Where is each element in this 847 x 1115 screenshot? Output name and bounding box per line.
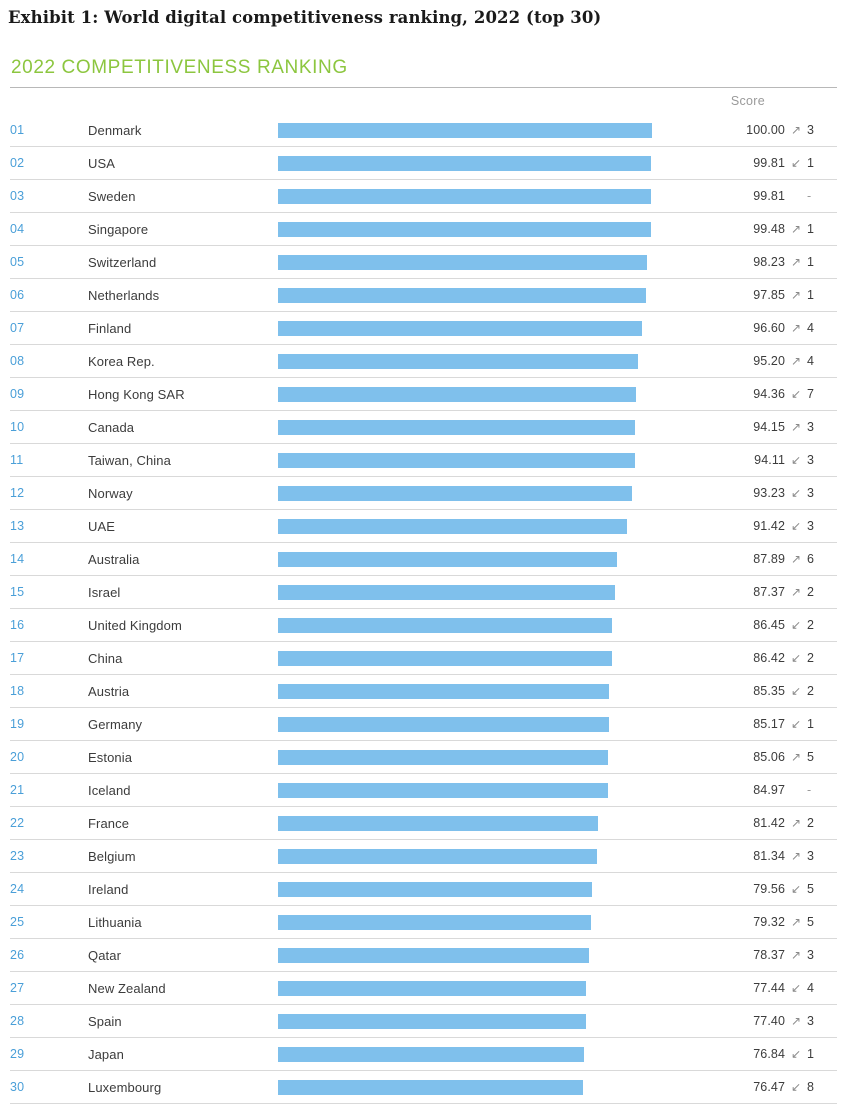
rank-number: 25 (10, 906, 88, 939)
rank-change-value: - (807, 774, 837, 807)
country-name: Belgium (88, 840, 278, 873)
rank-number: 04 (10, 213, 88, 246)
score-bar-cell (278, 114, 723, 147)
table-row (10, 906, 837, 939)
score-bar-track (278, 345, 723, 377)
rank-number: 06 (10, 279, 88, 312)
score-value: 98.23 (723, 246, 785, 279)
table-row (10, 411, 837, 444)
table-row (10, 1071, 837, 1104)
score-bar-track (278, 477, 723, 509)
score-bar-track (278, 147, 723, 179)
rank-number: 01 (10, 114, 88, 147)
score-value: 86.42 (723, 642, 785, 675)
trend-down-icon: ↙ (785, 675, 807, 708)
trend-up-icon: ↗ (785, 807, 807, 840)
trend-down-icon: ↙ (785, 147, 807, 180)
score-bar (278, 387, 636, 402)
country-name: Norway (88, 477, 278, 510)
trend-down-icon: ↙ (785, 444, 807, 477)
country-name: Israel (88, 576, 278, 609)
score-bar-cell (278, 543, 723, 576)
trend-down-icon: ↙ (785, 642, 807, 675)
country-name: Ireland (88, 873, 278, 906)
country-name: Iceland (88, 774, 278, 807)
country-name: Germany (88, 708, 278, 741)
score-value: 94.36 (723, 378, 785, 411)
score-bar-cell (278, 378, 723, 411)
chart-title: 2022 COMPETITIVENESS RANKING (11, 57, 348, 78)
country-name: New Zealand (88, 972, 278, 1005)
trend-up-icon: ↗ (785, 279, 807, 312)
trend-up-icon: ↗ (785, 114, 807, 147)
rank-change-value: 1 (807, 1038, 837, 1071)
rank-change-value: 3 (807, 510, 837, 543)
score-value: 96.60 (723, 312, 785, 345)
table-row (10, 609, 837, 642)
rank-number: 03 (10, 180, 88, 213)
rank-change-value: 3 (807, 939, 837, 972)
trend-down-icon: ↙ (785, 510, 807, 543)
score-value: 76.47 (723, 1071, 785, 1104)
score-bar-cell (278, 708, 723, 741)
score-bar (278, 684, 609, 699)
trend-up-icon: ↗ (785, 312, 807, 345)
table-row (10, 246, 837, 279)
rank-change-value: 4 (807, 345, 837, 378)
score-value: 99.81 (723, 147, 785, 180)
rank-change-value: 5 (807, 741, 837, 774)
rank-change-value: - (807, 180, 837, 213)
table-row (10, 180, 837, 213)
score-bar (278, 618, 612, 633)
country-name: Singapore (88, 213, 278, 246)
trend-up-icon: ↗ (785, 939, 807, 972)
trend-up-icon: ↗ (785, 576, 807, 609)
score-bar (278, 948, 589, 963)
trend-down-icon: ↙ (785, 1071, 807, 1104)
score-bar-track (278, 1071, 723, 1103)
rank-change-value: 3 (807, 114, 837, 147)
score-bar (278, 783, 608, 798)
score-bar-cell (278, 972, 723, 1005)
score-value: 94.15 (723, 411, 785, 444)
rank-change-value: 5 (807, 873, 837, 906)
score-value: 85.35 (723, 675, 785, 708)
score-bar-track (278, 279, 723, 311)
rank-number: 24 (10, 873, 88, 906)
table-row (10, 510, 837, 543)
score-bar-track (278, 543, 723, 575)
rank-change-value: 1 (807, 279, 837, 312)
score-bar (278, 519, 627, 534)
rank-change-value: 2 (807, 609, 837, 642)
score-bar (278, 552, 617, 567)
score-value: 95.20 (723, 345, 785, 378)
rank-number: 11 (10, 444, 88, 477)
country-name: Sweden (88, 180, 278, 213)
rank-change-value: 3 (807, 444, 837, 477)
rank-change-value: 2 (807, 675, 837, 708)
trend-down-icon: ↙ (785, 972, 807, 1005)
score-value: 85.06 (723, 741, 785, 774)
rank-change-value: 6 (807, 543, 837, 576)
table-row (10, 972, 837, 1005)
table-row (10, 939, 837, 972)
score-bar (278, 1080, 583, 1095)
score-bar-cell (278, 246, 723, 279)
score-bar-cell (278, 510, 723, 543)
rank-number: 17 (10, 642, 88, 675)
score-bar-track (278, 807, 723, 839)
rank-change-value: 3 (807, 477, 837, 510)
score-value: 85.17 (723, 708, 785, 741)
chart-header (0, 57, 847, 114)
table-row (10, 576, 837, 609)
score-bar-track (278, 609, 723, 641)
score-value: 97.85 (723, 279, 785, 312)
score-value: 79.56 (723, 873, 785, 906)
country-name: Netherlands (88, 279, 278, 312)
table-row (10, 642, 837, 675)
rank-number: 30 (10, 1071, 88, 1104)
score-bar (278, 849, 597, 864)
score-bar-cell (278, 411, 723, 444)
table-row (10, 774, 837, 807)
table-row (10, 279, 837, 312)
score-value: 79.32 (723, 906, 785, 939)
country-name: Spain (88, 1005, 278, 1038)
score-value: 77.44 (723, 972, 785, 1005)
score-value: 86.45 (723, 609, 785, 642)
ranking-table-region (0, 114, 847, 1104)
score-bar-track (278, 741, 723, 773)
rank-change-value: 3 (807, 411, 837, 444)
rank-number: 14 (10, 543, 88, 576)
country-name: Taiwan, China (88, 444, 278, 477)
rank-number: 08 (10, 345, 88, 378)
rank-number: 21 (10, 774, 88, 807)
score-bar (278, 288, 646, 303)
rank-number: 13 (10, 510, 88, 543)
rank-number: 20 (10, 741, 88, 774)
trend-up-icon: ↗ (785, 543, 807, 576)
score-bar-cell (278, 840, 723, 873)
score-bar (278, 1047, 584, 1062)
rank-number: 09 (10, 378, 88, 411)
rank-number: 22 (10, 807, 88, 840)
trend-none-icon (785, 180, 807, 213)
rank-number: 23 (10, 840, 88, 873)
trend-down-icon: ↙ (785, 378, 807, 411)
score-bar-track (278, 213, 723, 245)
trend-none-icon (785, 774, 807, 807)
country-name: Luxembourg (88, 1071, 278, 1104)
rank-change-value: 2 (807, 807, 837, 840)
score-value: 87.89 (723, 543, 785, 576)
rank-change-value: 4 (807, 312, 837, 345)
score-bar (278, 453, 635, 468)
exhibit-title: Exhibit 1: World digital competitiveness ranking, 2022 (top 30) (8, 8, 602, 27)
score-bar-track (278, 510, 723, 542)
rank-number: 27 (10, 972, 88, 1005)
score-value: 100.00 (723, 114, 785, 147)
country-name: Switzerland (88, 246, 278, 279)
score-bar-track (278, 312, 723, 344)
table-row (10, 543, 837, 576)
country-name: USA (88, 147, 278, 180)
score-value: 76.84 (723, 1038, 785, 1071)
table-row (10, 444, 837, 477)
score-bar (278, 486, 632, 501)
score-bar-cell (278, 213, 723, 246)
trend-down-icon: ↙ (785, 609, 807, 642)
score-value: 87.37 (723, 576, 785, 609)
rank-number: 29 (10, 1038, 88, 1071)
rank-number: 16 (10, 609, 88, 642)
score-value: 99.81 (723, 180, 785, 213)
score-bar (278, 1014, 586, 1029)
trend-down-icon: ↙ (785, 708, 807, 741)
rank-change-value: 5 (807, 906, 837, 939)
score-value: 99.48 (723, 213, 785, 246)
score-bar (278, 750, 608, 765)
score-bar-cell (278, 147, 723, 180)
table-row (10, 345, 837, 378)
rank-change-value: 8 (807, 1071, 837, 1104)
score-bar-cell (278, 774, 723, 807)
score-bar-track (278, 708, 723, 740)
ranking-table-body (10, 114, 837, 1104)
score-bar (278, 882, 592, 897)
score-header-row (10, 88, 837, 114)
trend-up-icon: ↗ (785, 906, 807, 939)
rank-number: 19 (10, 708, 88, 741)
rank-change-value: 3 (807, 1005, 837, 1038)
country-name: Korea Rep. (88, 345, 278, 378)
rank-number: 05 (10, 246, 88, 279)
score-value: 91.42 (723, 510, 785, 543)
table-row (10, 840, 837, 873)
score-bar (278, 420, 635, 435)
score-bar (278, 354, 638, 369)
rank-number: 02 (10, 147, 88, 180)
score-bar-track (278, 972, 723, 1004)
score-bar-cell (278, 1038, 723, 1071)
score-column-header: Score (730, 94, 765, 108)
score-bar-cell (278, 642, 723, 675)
table-row (10, 378, 837, 411)
score-bar (278, 321, 642, 336)
score-bar (278, 816, 598, 831)
rank-number: 10 (10, 411, 88, 444)
score-bar-cell (278, 444, 723, 477)
score-bar-cell (278, 741, 723, 774)
score-bar (278, 651, 612, 666)
score-bar-cell (278, 609, 723, 642)
trend-down-icon: ↙ (785, 873, 807, 906)
trend-up-icon: ↗ (785, 741, 807, 774)
score-bar-track (278, 939, 723, 971)
rank-change-value: 1 (807, 708, 837, 741)
rank-change-value: 2 (807, 576, 837, 609)
rank-number: 28 (10, 1005, 88, 1038)
table-row (10, 675, 837, 708)
rank-change-value: 1 (807, 213, 837, 246)
country-name: Canada (88, 411, 278, 444)
ranking-table (10, 114, 837, 1104)
table-row (10, 708, 837, 741)
rank-number: 12 (10, 477, 88, 510)
table-row (10, 1038, 837, 1071)
score-bar-track (278, 114, 723, 146)
rank-number: 26 (10, 939, 88, 972)
score-bar-cell (278, 873, 723, 906)
score-bar (278, 585, 615, 600)
table-row (10, 312, 837, 345)
score-bar-cell (278, 1071, 723, 1104)
score-bar-track (278, 675, 723, 707)
score-bar (278, 981, 586, 996)
score-value: 94.11 (723, 444, 785, 477)
rank-number: 15 (10, 576, 88, 609)
score-bar-track (278, 840, 723, 872)
score-value: 81.34 (723, 840, 785, 873)
score-bar-track (278, 411, 723, 443)
country-name: Austria (88, 675, 278, 708)
rank-change-value: 3 (807, 840, 837, 873)
score-bar-cell (278, 939, 723, 972)
score-bar-track (278, 180, 723, 212)
trend-up-icon: ↗ (785, 213, 807, 246)
rank-number: 07 (10, 312, 88, 345)
country-name: Japan (88, 1038, 278, 1071)
score-bar-track (278, 378, 723, 410)
rank-change-value: 1 (807, 147, 837, 180)
country-name: China (88, 642, 278, 675)
country-name: Denmark (88, 114, 278, 147)
score-bar-cell (278, 477, 723, 510)
country-name: Hong Kong SAR (88, 378, 278, 411)
score-bar-cell (278, 312, 723, 345)
score-bar (278, 717, 609, 732)
score-bar (278, 123, 652, 138)
table-row (10, 873, 837, 906)
score-bar-track (278, 642, 723, 674)
score-bar-cell (278, 180, 723, 213)
score-value: 81.42 (723, 807, 785, 840)
table-row (10, 114, 837, 147)
trend-up-icon: ↗ (785, 411, 807, 444)
score-bar-cell (278, 345, 723, 378)
score-bar-cell (278, 576, 723, 609)
table-row (10, 1005, 837, 1038)
trend-up-icon: ↗ (785, 1005, 807, 1038)
score-bar (278, 156, 651, 171)
score-bar-track (278, 576, 723, 608)
score-value: 93.23 (723, 477, 785, 510)
score-bar-cell (278, 675, 723, 708)
rank-change-value: 7 (807, 378, 837, 411)
score-bar (278, 915, 591, 930)
score-bar-cell (278, 807, 723, 840)
trend-down-icon: ↙ (785, 477, 807, 510)
score-bar-track (278, 444, 723, 476)
trend-down-icon: ↙ (785, 1038, 807, 1071)
score-bar (278, 189, 651, 204)
rank-change-value: 2 (807, 642, 837, 675)
country-name: Qatar (88, 939, 278, 972)
table-row (10, 213, 837, 246)
table-row (10, 477, 837, 510)
country-name: United Kingdom (88, 609, 278, 642)
table-row (10, 741, 837, 774)
score-value: 84.97 (723, 774, 785, 807)
trend-up-icon: ↗ (785, 840, 807, 873)
score-value: 78.37 (723, 939, 785, 972)
rank-number: 18 (10, 675, 88, 708)
rank-change-value: 1 (807, 246, 837, 279)
score-bar-track (278, 873, 723, 905)
country-name: Finland (88, 312, 278, 345)
table-row (10, 147, 837, 180)
score-bar (278, 255, 647, 270)
score-bar-cell (278, 906, 723, 939)
country-name: Australia (88, 543, 278, 576)
country-name: France (88, 807, 278, 840)
score-bar-cell (278, 279, 723, 312)
score-bar-track (278, 1038, 723, 1070)
score-bar-cell (278, 1005, 723, 1038)
country-name: Lithuania (88, 906, 278, 939)
score-bar-track (278, 246, 723, 278)
rank-change-value: 4 (807, 972, 837, 1005)
table-row (10, 807, 837, 840)
trend-up-icon: ↗ (785, 345, 807, 378)
score-bar-track (278, 1005, 723, 1037)
country-name: UAE (88, 510, 278, 543)
score-bar (278, 222, 651, 237)
score-bar-track (278, 774, 723, 806)
country-name: Estonia (88, 741, 278, 774)
score-bar-track (278, 906, 723, 938)
score-value: 77.40 (723, 1005, 785, 1038)
trend-up-icon: ↗ (785, 246, 807, 279)
